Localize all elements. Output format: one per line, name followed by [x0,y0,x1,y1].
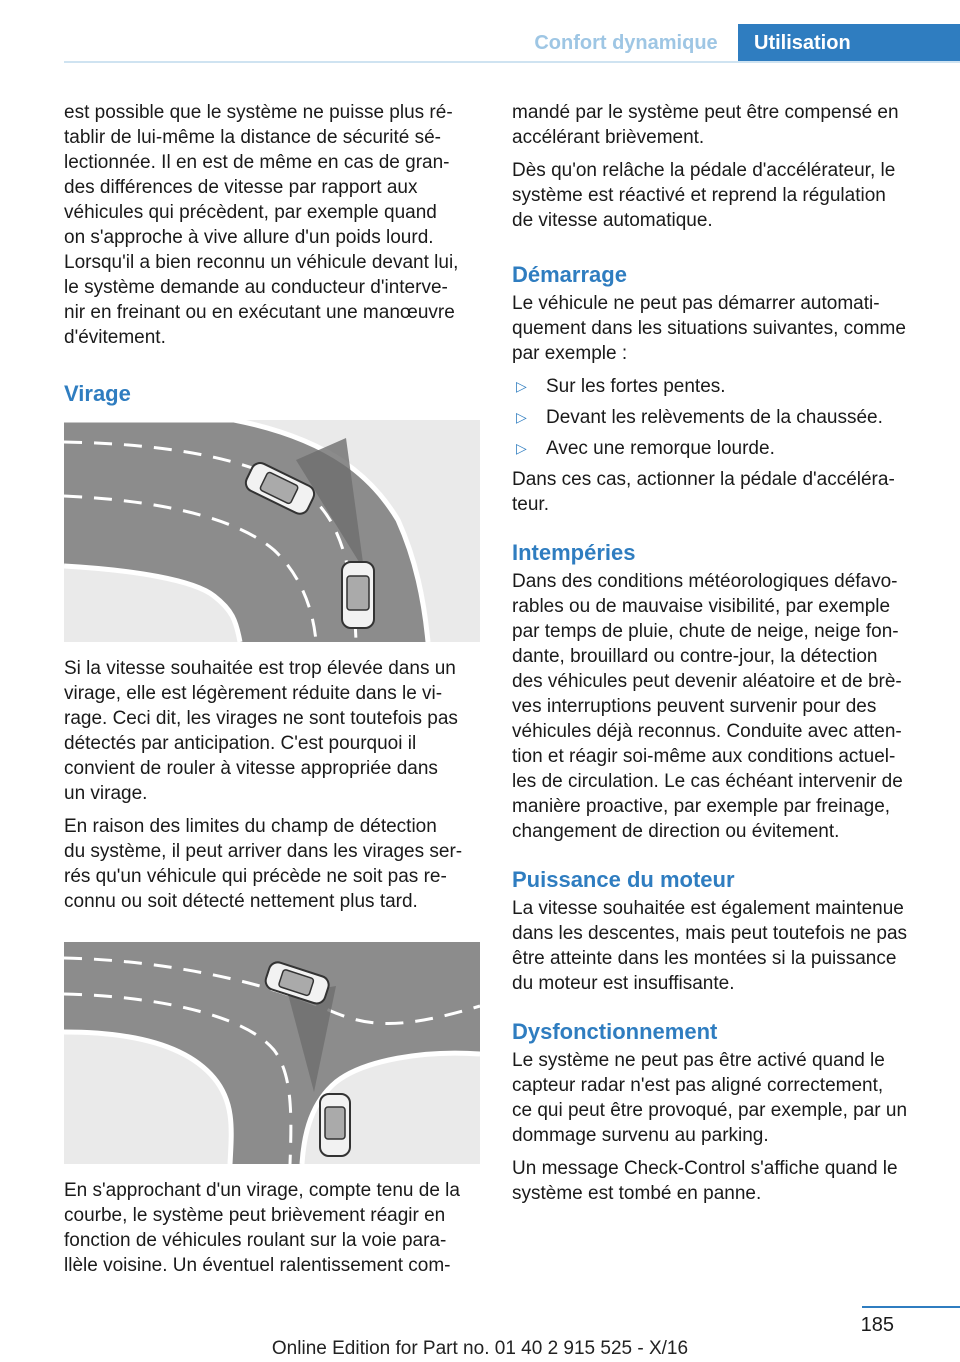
list-item [512,374,932,399]
illustration-curve-adjacent-lane [64,942,480,1164]
heading-intemperies: Intempéries [512,540,636,565]
footer-divider [862,1306,960,1308]
right-paragraph-7: Le système ne peut pas être activé quand le capteur radar n'est pas aligné correctement, ce qui peut être provoqué, par exemple, par un dommage survenu au parking. [512,1050,908,1146]
right-paragraph-4: Dans ces cas, actionner la pédale d'accéléra‐ teur. [512,469,895,515]
right-column [512,100,932,1214]
right-paragraph-1: mandé par le système peut être compensé en accélérant brièvement. [512,102,899,148]
page-number: 185 [860,1314,894,1336]
triangle-right-icon: ▷ [516,440,527,456]
list-item-text: Devant les relèvements de la chaussée. [546,407,883,428]
heading-virage: Virage [64,381,131,406]
heading-demarrage: Démarrage [512,262,627,287]
header-section-tab: Confort dynamique [534,31,718,54]
triangle-right-icon: ▷ [516,409,527,425]
right-paragraph-3: Le véhicule ne peut pas démarrer automati‐ quement dans les situations suivantes, comme par exemple : [512,293,906,364]
list-item-text: Avec une remorque lourde. [546,438,775,459]
triangle-right-icon: ▷ [516,378,527,394]
illustration-curve-vehicle-ahead [64,420,480,642]
list-item [512,405,932,430]
heading-dysfonctionnement: Dysfonctionnement [512,1019,718,1044]
left-paragraph-1: est possible que le système ne puisse plus ré‐ tablir de lui-même la distance de sécurité sé‐ lectionnée. Il en est de même en cas de gran‐ des différences de vitesse par rapport aux véhicules qui précèdent, par exemple quand on s'approche à vive allure d'un poids lourd. Lorsqu'il a bien reconnu un véhicule devant lui, le système demande au conducteur d'interve‐ nir en freinant ou en exécutant une manœuvre d'évitement. [64,102,459,348]
right-paragraph-6: La vitesse souhaitée est également maintenue dans les descentes, mais peut toutefois ne pas être atteinte dans les montées si la puissance du moteur est insuffisante. [512,898,908,994]
list-item-text: Sur les fortes pentes. [546,376,726,397]
left-paragraph-4: En s'approchant d'un virage, compte tenu de la courbe, le système peut brièvement réagir en fonction de véhicules roulant sur la voie para‐ llèle voisine. Un éventuel ralentissement com‐ [64,1180,460,1276]
heading-puissance-moteur: Puissance du moteur [512,867,735,892]
header-divider [64,61,960,63]
list-item [512,436,932,461]
right-paragraph-8: Un message Check-Control s'affiche quand le système est tombé en panne. [512,1158,898,1204]
left-column [64,100,482,1286]
right-paragraph-5: Dans des conditions météorologiques défavo‐ rables ou de mauvaise visibilité, par exemple par temps de pluie, chute de neige, neige fon‐ dante, brouillard ou contre-jour, la détection des véhicules peut devenir aléatoire et de brè‐ ves interruptions peuvent survenir pour des véhicules déjà reconnus. Conduite avec atten‐ tion et réagir soi-même aux conditions actuel‐ les de circulation. Le cas échéant intervenir de manière proactive, par exemple par freinage, changement de direction ou évitement. [512,571,903,842]
right-paragraph-2: Dès qu'on relâche la pédale d'accélérateur, le système est réactivé et reprend la régulation de vitesse automatique. [512,160,896,231]
header-chapter-tab: Utilisation [738,24,960,62]
edition-footer: Online Edition for Part no. 01 40 2 915 525 - X/16 [271,1338,689,1359]
bullet-list [512,374,932,461]
left-paragraph-3: En raison des limites du champ de détection du système, il peut arriver dans les virages ser‐ rés qu'un véhicule qui précède ne soit pas re‐ connu ou soit détecté nettement plus tard. [64,816,463,912]
left-paragraph-2: Si la vitesse souhaitée est trop élevée dans un virage, elle est légèrement réduite dans le vi‐ rage. Ceci dit, les virages ne sont toutefois pas détectés par anticipation. C'est pourquoi il convient de rouler à vitesse appropriée dans un virage. [64,658,458,804]
